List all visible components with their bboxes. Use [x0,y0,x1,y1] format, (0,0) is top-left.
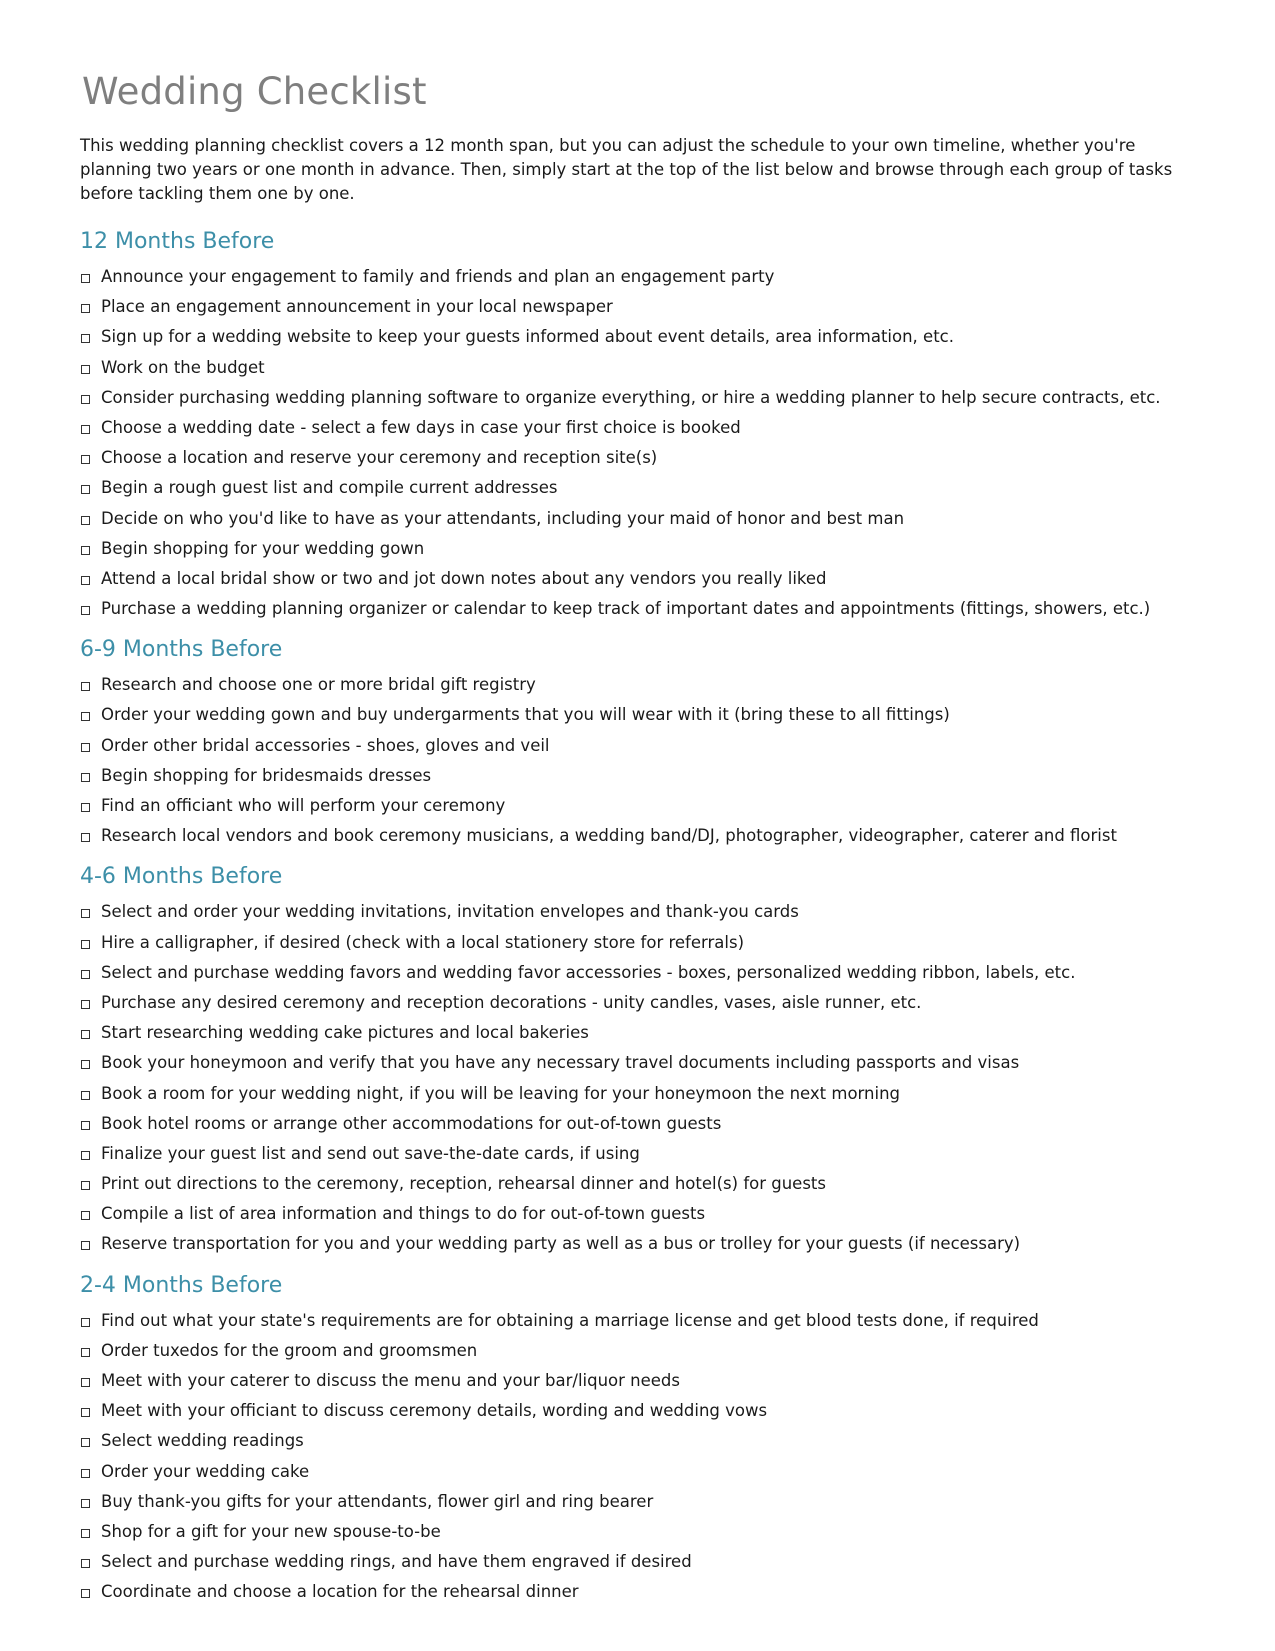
checklist-item [80,1229,1200,1259]
checkbox-icon[interactable] [81,712,90,721]
checklist-item [80,821,1200,851]
checklist-section [80,634,1200,851]
checklist-item-label: Reserve transportation for you and your wedding party as well as a bus or trolley for your guests (if necessary) [101,1234,1021,1254]
checklist-section [80,226,1200,624]
checklist-item-label: Consider purchasing wedding planning software to organize everything, or hire a wedding planner to help secure contracts, etc. [101,387,1161,407]
checklist-item-label: Decide on who you'd like to have as your attendants, including your maid of honor and best man [101,508,905,528]
checklist-item [80,504,1200,534]
checklist-item-label: Order tuxedos for the groom and groomsmen [101,1340,478,1360]
checklist-item-label: Work on the budget [101,357,265,377]
checkbox-icon[interactable] [81,1529,90,1538]
checklist-item [80,988,1200,1018]
checklist-item [80,1396,1200,1426]
checkbox-icon[interactable] [81,274,90,283]
checklist-item-label: Meet with your officiant to discuss ceremony details, wording and wedding vows [101,1401,768,1421]
checkbox-icon[interactable] [81,1000,90,1009]
checkbox-icon[interactable] [81,485,90,494]
checklist-item [80,1577,1200,1607]
checkbox-icon[interactable] [81,425,90,434]
checkbox-icon[interactable] [81,909,90,918]
checklist-item [80,791,1200,821]
checklist-item [80,262,1200,292]
checklist-item [80,1018,1200,1048]
checkbox-icon[interactable] [81,1030,90,1039]
checkbox-icon[interactable] [81,1559,90,1568]
checklist-item [80,534,1200,564]
checklist-item-label: Order your wedding gown and buy undergarments that you will wear with it (bring these to all fittings) [101,705,950,725]
checklist-item [80,594,1200,624]
checklist-item [80,928,1200,958]
checklist-item-label: Meet with your caterer to discuss the menu and your bar/liquor needs [101,1371,681,1390]
checklist-item [80,700,1200,730]
checklist-item-label: Choose a location and reserve your ceremony and reception site(s) [101,448,658,468]
checklist-item [80,292,1200,322]
checklist-item-label: Choose a wedding date - select a few days in case your first choice is booked [101,417,741,437]
checklist-item-label: Place an engagement announcement in your local newspaper [101,297,613,317]
checkbox-icon[interactable] [81,1589,90,1598]
checklist-item-label: Order other bridal accessories - shoes, gloves and veil [101,735,550,755]
checkbox-icon[interactable] [81,606,90,615]
checkbox-icon[interactable] [81,803,90,812]
checklist-item [80,1366,1200,1396]
section-heading: 2-4 Months Before [80,1272,283,1298]
checklist-item-label: Start researching wedding cake pictures and local bakeries [101,1023,589,1043]
checklist-item [80,1457,1200,1487]
checklist-item [80,1547,1200,1577]
checklist-item [80,958,1200,988]
checkbox-icon[interactable] [81,940,90,949]
checklist-item [80,1139,1200,1169]
checklist-item [80,383,1200,413]
checklist-item [80,1079,1200,1109]
checklist-item-label: Find an officiant who will perform your ceremony [101,796,506,815]
checklist-item-label: Book a room for your wedding night, if you will be leaving for your honeymoon the next morning [101,1083,901,1103]
checklist-item-label: Compile a list of area information and things to do for out-of-town guests [101,1204,706,1224]
checkbox-icon[interactable] [81,682,90,691]
checklist-item [80,761,1200,791]
checklist-item-label: Hire a calligrapher, if desired (check with a local stationery store for referrals) [101,932,745,952]
checklist-item-label: Purchase any desired ceremony and reception decorations - unity candles, vases, aisle runner, etc. [101,992,922,1012]
checklist-item-label: Research and choose one or more bridal gift registry [101,675,536,695]
checkbox-icon[interactable] [81,516,90,525]
section-heading: 12 Months Before [80,229,275,254]
section-heading: 4-6 Months Before [80,864,283,890]
checklist-item-label: Begin shopping for your wedding gown [101,538,425,558]
checklist-item [80,1306,1200,1336]
checklist-item-label: Book hotel rooms or arrange other accommodations for out-of-town guests [101,1113,722,1133]
checkbox-icon[interactable] [81,1408,90,1417]
page-title: Wedding Checklist [82,70,427,113]
checklist-section [80,1270,1200,1608]
checklist-item-label: Purchase a wedding planning organizer or calendar to keep track of important dates and appointments (fittings, showers, etc.) [101,599,1151,619]
checklist-item [80,413,1200,443]
document-page [80,64,1200,1618]
checklist-item-label: Research local vendors and book ceremony musicians, a wedding band/DJ, photographer, videographer, caterer and florist [101,826,1117,846]
checklist-item-label: Shop for a gift for your new spouse-to-be [101,1521,441,1541]
checklist-section [80,861,1200,1259]
checkbox-icon[interactable] [81,833,90,842]
checklist-item-label: Coordinate and choose a location for the rehearsal dinner [101,1582,579,1602]
checkbox-icon[interactable] [81,970,90,979]
checklist-item-label: Book your honeymoon and verify that you have any necessary travel documents including passports and visas [101,1053,1020,1073]
intro-paragraph: This wedding planning checklist covers a 12 month span, but you can adjust the schedule to your own timeline, whether you're planning two years or one month in advance. Then, simply start at the top of the list below and browse through each group of tasks before tackling them one by one. [80,136,1173,203]
checklist-item-label: Select and purchase wedding favors and wedding favor accessories - boxes, personalized wedding ribbon, labels, etc. [101,962,1076,982]
checklist-item [80,1517,1200,1547]
checklist-item-label: Sign up for a wedding website to keep your guests informed about event details, area information, etc. [101,327,954,347]
checkbox-icon[interactable] [81,576,90,585]
checklist-item [80,353,1200,383]
checklist [80,262,1200,624]
checklist-item [80,1048,1200,1078]
checklist-item [80,1336,1200,1366]
checkbox-icon[interactable] [81,1499,90,1508]
checkbox-icon[interactable] [81,1181,90,1190]
checklist [80,670,1200,851]
checklist-item-label: Begin shopping for bridesmaids dresses [101,765,432,785]
checklist-item [80,1199,1200,1229]
checkbox-icon[interactable] [81,773,90,782]
checklist-item [80,1426,1200,1456]
checklist-item-label: Finalize your guest list and send out save-the-date cards, if using [101,1143,640,1163]
checkbox-icon[interactable] [81,1469,90,1478]
checkbox-icon[interactable] [81,1211,90,1220]
checklist [80,1306,1200,1608]
checkbox-icon[interactable] [81,1318,90,1327]
section-heading: 6-9 Months Before [80,637,283,663]
checklist-item-label: Find out what your state's requirements are for obtaining a marriage license and get blood tests done, if required [101,1310,1039,1330]
checkbox-icon[interactable] [81,365,90,374]
checklist-item-label: Begin a rough guest list and compile current addresses [101,478,558,498]
checkbox-icon[interactable] [81,1060,90,1069]
checklist [80,897,1200,1259]
checklist-item-label: Buy thank-you gifts for your attendants, flower girl and ring bearer [101,1491,654,1511]
checklist-item-label: Select and purchase wedding rings, and have them engraved if desired [101,1552,692,1572]
checkbox-icon[interactable] [81,1121,90,1130]
checklist-item [80,670,1200,700]
checklist-item [80,1487,1200,1517]
checkbox-icon[interactable] [81,1151,90,1160]
checklist-item-label: Attend a local bridal show or two and jot down notes about any vendors you really liked [101,568,827,588]
checklist-item [80,1109,1200,1139]
checklist-item [80,897,1200,927]
checkbox-icon[interactable] [81,1348,90,1357]
checkbox-icon[interactable] [81,1241,90,1250]
checklist-item-label: Order your wedding cake [101,1461,310,1481]
checkbox-icon[interactable] [81,334,90,343]
checkbox-icon[interactable] [81,1091,90,1100]
checkbox-icon[interactable] [81,395,90,404]
checklist-item-label: Select wedding readings [101,1431,304,1451]
checklist-item-label: Announce your engagement to family and friends and plan an engagement party [101,267,775,286]
checklist-item [80,731,1200,761]
checkbox-icon[interactable] [81,546,90,555]
checklist-item-label: Print out directions to the ceremony, reception, rehearsal dinner and hotel(s) for guests [101,1174,826,1194]
checkbox-icon[interactable] [81,455,90,464]
checkbox-icon[interactable] [81,1378,90,1387]
checklist-item [80,443,1200,473]
checklist-sections [80,226,1200,1608]
checklist-item-label: Select and order your wedding invitations, invitation envelopes and thank-you cards [101,902,799,922]
checklist-item [80,1169,1200,1199]
checklist-item [80,322,1200,352]
checkbox-icon[interactable] [81,1438,90,1447]
checkbox-icon[interactable] [81,304,90,313]
checklist-item [80,473,1200,503]
checkbox-icon[interactable] [81,743,90,752]
checklist-item [80,564,1200,594]
